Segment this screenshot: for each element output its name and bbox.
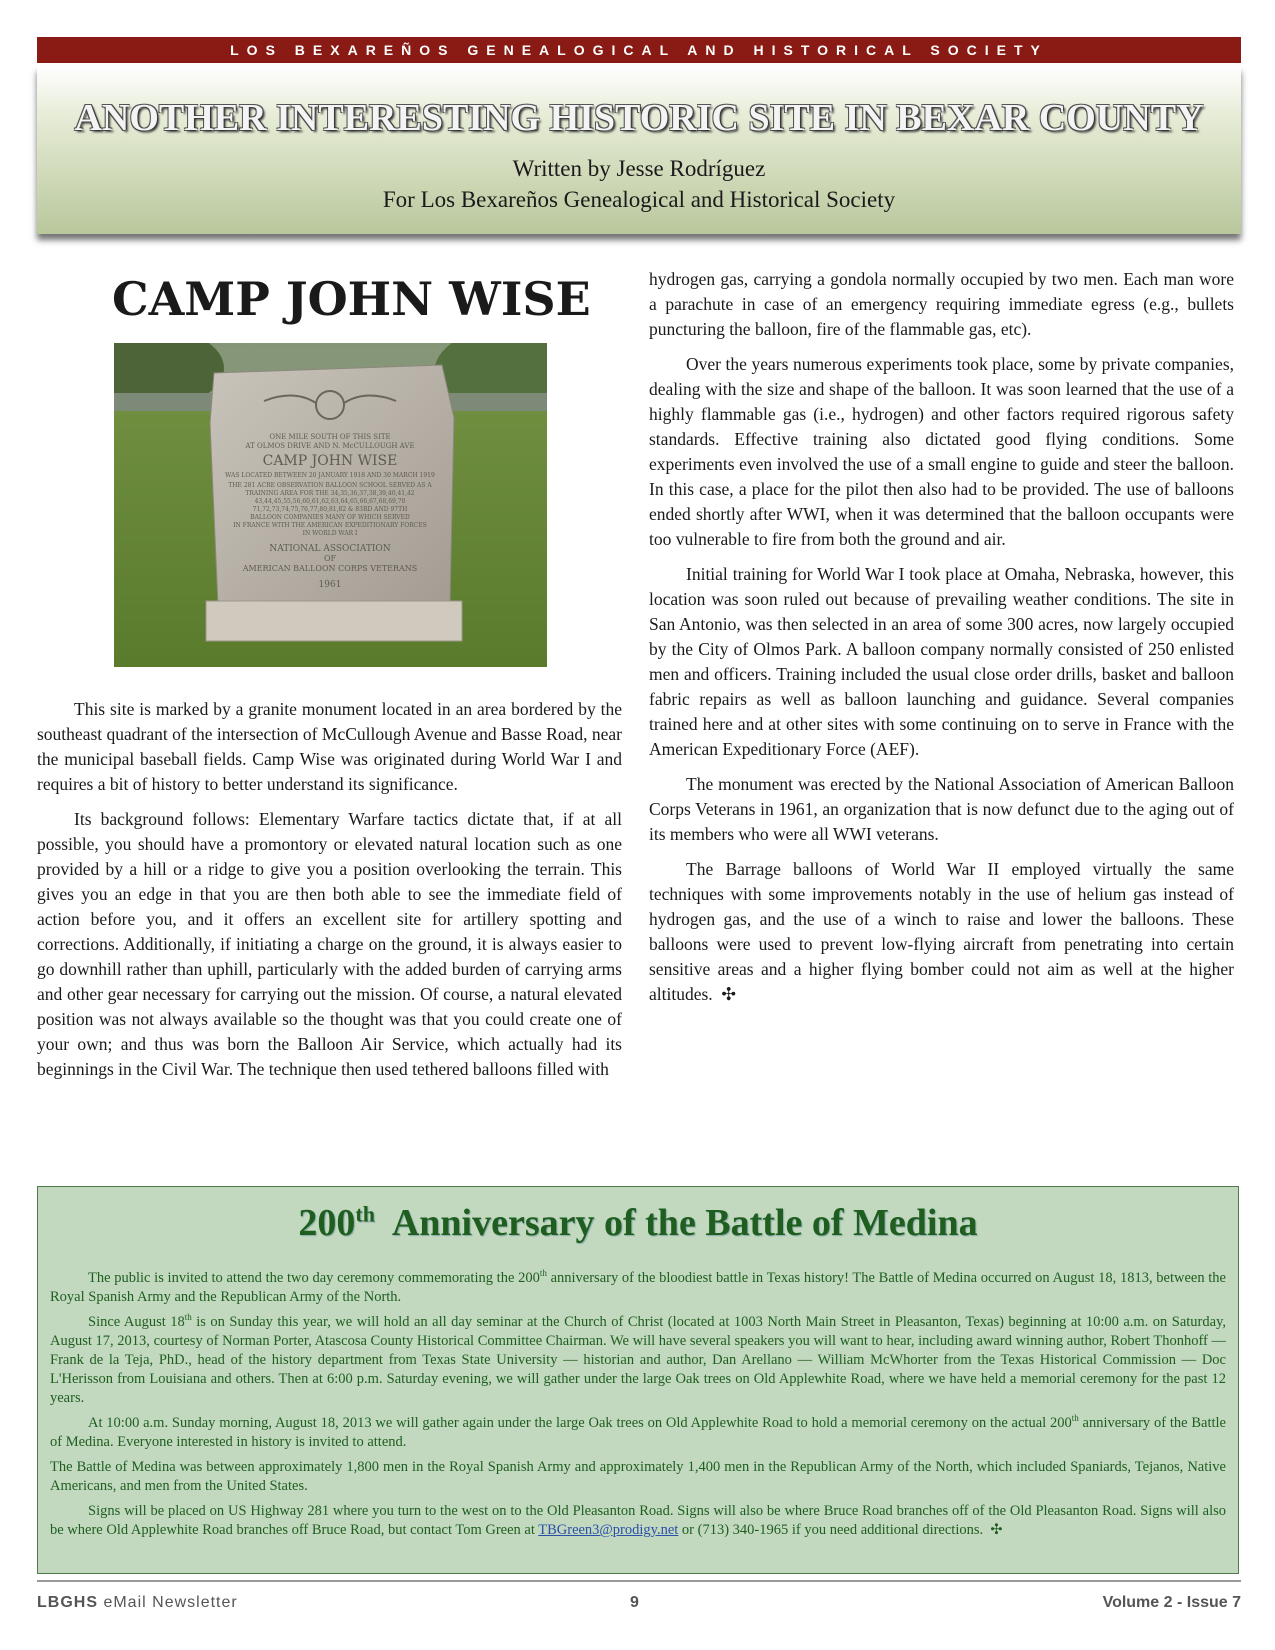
medina-announcement-box <box>37 1186 1239 1574</box>
article-paragraph: This site is marked by a granite monument located in an area bordered by the southeast quadrant of the intersection of McCullough Avenue and Basse Road, near the municipal baseball fields. Camp Wise was originated during World War I and requires a bit of history to better understand its significance. <box>37 699 622 794</box>
photo-line4: THE 281 ACRE OBSERVATION BALLOON SCHOOL SERVED AS A <box>228 482 432 489</box>
page-number: 9 <box>630 1594 639 1611</box>
photo-line9: IN FRANCE WITH THE AMERICAN EXPEDITIONARY FORCES <box>233 522 427 529</box>
medina-body <box>50 1269 1226 1546</box>
medina-paragraph: Since August 18th is on Sunday this year, we will hold an all day seminar at the Church of Christ (located at 1003 North Main Street in Pleasanton, Texas) beginning at 10:00 a.m. on Saturday, August 17, 2013, courtesy of Norman Porter, Atascosa County Historical Committee Chairman. We will have several speakers you will want to hear, including award winning author, Robert Thonhoff — Frank de la Teja, PhD., head of the history department from Texas State University — historian and author, Dan Arellano — William McWhorter from the Texas Historical Commission — Doc L'Herisson from Louisiana and others. Then at 6:00 p.m. Saturday evening, we will gather under the large Oak trees on Old Applewhite Road, where we have held a memorial ceremony for the past 12 years. <box>50 1312 1226 1406</box>
photo-assoc3: AMERICAN BALLOON CORPS VETERANS <box>242 564 418 573</box>
photo-line6: 43,44,45,55,56,60,61,62,63,64,65,66,67,68,69,70 <box>254 498 406 505</box>
medina-paragraph: The Battle of Medina was between approximately 1,800 men in the Royal Spanish Army and approximately 1,400 men in the Republican Army of the North, which included Spaniards, Tejanos, Native Americans, and men from the United States. <box>50 1459 1226 1494</box>
right-column <box>649 267 1234 1017</box>
footer-newsletter-label: LBGHS eMail Newsletter <box>37 1594 238 1611</box>
article-paragraph: Initial training for World War I took place at Omaha, Nebraska, however, this location was soon ruled out because of prevailing weather conditions. The site in San Antonio, was then selected in an area of some 300 acres, now largely occupied by the City of Olmos Park. A balloon company normally consisted of 250 enlisted men and officers. Training included the usual close order drills, basket and balloon fabric repairs as well as balloon launching and guidance. Several companies trained here and at other sites with some continuing on to serve in France with the American Expeditionary Force (AEF). <box>649 564 1234 759</box>
society-banner-bar: LOS BEXAREÑOS GENEALOGICAL AND HISTORICAL SOCIETY <box>37 37 1241 63</box>
footer-divider <box>37 1580 1241 1582</box>
medina-title: 200th Anniversary of the Battle of Medina <box>298 1201 978 1244</box>
medina-paragraph: The public is invited to attend the two day ceremony commemorating the 200th anniversary of the bloodiest battle in Texas history! The Battle of Medina occurred on August 18, 1813, between the Royal Spanish Army and the Republican Army of the North. <box>50 1268 1226 1305</box>
photo-line10: IN WORLD WAR I <box>302 530 358 537</box>
medina-paragraph: At 10:00 a.m. Sunday morning, August 18, 2013 we will gather again under the large Oak trees on Old Applewhite Road to hold a memorial ceremony on the actual 200th anniversary of the Battle of Medina. Everyone interested in history is invited to attend. <box>50 1413 1226 1450</box>
photo-name: CAMP JOHN WISE <box>262 453 398 469</box>
photo-line2: AT OLMOS DRIVE AND N. McCULLOUGH AVE <box>245 442 415 450</box>
article-paragraph: Its background follows: Elementary Warfare tactics dictate that, if at all possible, you should have a promontory or elevated natural location such as one provided by a hill or a ridge to give you a position overlooking the terrain. This gives you an edge in that you are then both able to see the immediate field of action before you, and it offers an excellent site for artillery spotting and corrections. Additionally, if initiating a charge on the ground, it is always easier to go downhill rather than uphill, particularly with the added burden of carrying arms and other gear necessary for carrying out the mission. Of course, a natural elevated position was not always available so the thought was that you could create one of your own; and thus was born the Balloon Air Service, which actually had its beginnings in the Civil War. The technique then used tethered balloons filled with <box>37 809 622 1079</box>
monument-photo <box>114 343 547 667</box>
page-title: ANOTHER INTERESTING HISTORIC SITE IN BEXAR COUNTY <box>74 97 1204 139</box>
article-paragraph: The monument was erected by the National Association of American Balloon Corps Veterans in 1961, an organization that is now defunct due to the aging out of its members who were all WWI veterans. <box>649 774 1234 844</box>
photo-assoc2: OF <box>323 554 337 563</box>
photo-line8: BALLOON COMPANIES MANY OF WHICH SERVED <box>250 514 410 521</box>
left-column <box>37 697 622 1092</box>
photo-line7: 71,72,73,74,75,76,77,80,81,82 & 83RD AND 97TH <box>252 506 408 513</box>
medina-paragraph: Signs will be placed on US Highway 281 where you turn to the west on to the Old Pleasanton Road. Signs will also be where Bruce Road branches off of the Old Pleasanton Road. Signs will also be where Old Applewhite Road branches off Bruce Road, but contact Tom Green at TBGreen3@prodigy.net or (713) 340-1965 if you need additional directions. ✣ <box>50 1503 1226 1538</box>
article-paragraph: hydrogen gas, carrying a gondola normally occupied by two men. Each man wore a parachute in case of an emergency requiring immediate egress (e.g., bullets puncturing the balloon, fire of the flammable gas, etc). <box>649 269 1234 339</box>
article-paragraph: The Barrage balloons of World War II employed virtually the same techniques with some improvements notably in the use of helium gas instead of hydrogen gas, and the use of a winch to raise and lower the balloons. These balloons were used to prevent low-flying aircraft from penetrating into certain sensitive areas and a higher flying bomber could not aim as well at the higher altitudes. ✣ <box>649 859 1234 1004</box>
end-mark-icon: ✣ <box>721 984 737 1004</box>
photo-line1: ONE MILE SOUTH OF THIS SITE <box>269 433 391 441</box>
photo-line5: TRAINING AREA FOR THE 34,35,36,37,38,39,40,41,42 <box>245 490 415 497</box>
volume-issue: Volume 2 - Issue 7 <box>1102 1594 1241 1611</box>
photo-line3: WAS LOCATED BETWEEN 20 JANUARY 1918 AND 30 MARCH 1919 <box>225 472 435 479</box>
article-paragraph: Over the years numerous experiments took place, some by private companies, dealing with the size and shape of the balloon. It was soon learned that the use of a highly flammable gas (i.e., hydrogen) and other factors required rigorous safety standards. Effective training also dictated good flying conditions. Some experiments even involved the use of a small engine to guide and steer the balloon. In this case, a place for the pilot then also had to be provided. The use of balloons ended shortly after WWI, when it was determined that the balloon occupants were too vulnerable to fire from both the ground and air. <box>649 354 1234 549</box>
photo-assoc1: NATIONAL ASSOCIATION <box>269 544 391 554</box>
photo-year: 1961 <box>318 580 342 590</box>
article-title: CAMP JOHN WISE <box>112 272 591 326</box>
email-link[interactable]: TBGreen3@prodigy.net <box>538 1522 679 1538</box>
for-line: For Los Bexareños Genealogical and Historical Society <box>382 187 896 212</box>
byline: Written by Jesse Rodríguez <box>512 156 766 181</box>
end-mark-icon: ✣ <box>990 1522 1003 1538</box>
header-banner <box>37 66 1241 234</box>
